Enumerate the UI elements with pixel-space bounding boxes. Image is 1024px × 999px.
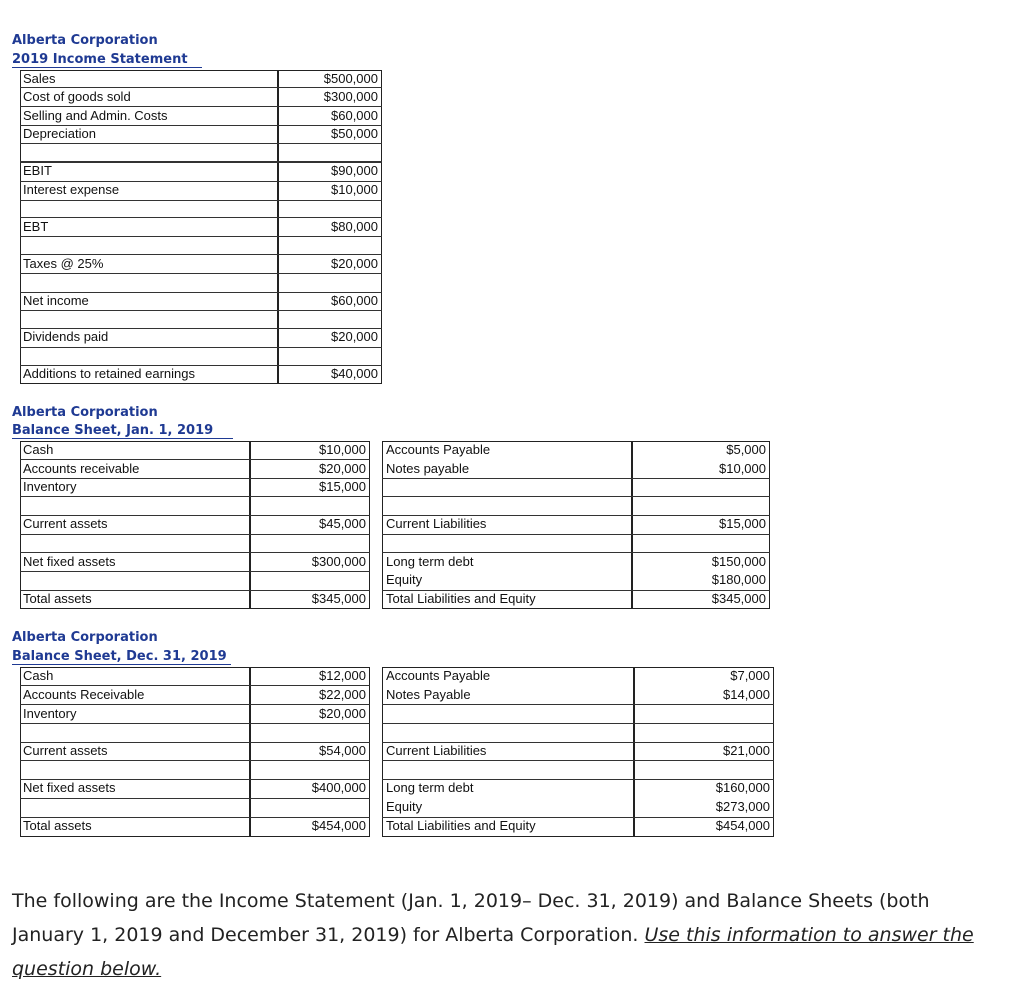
bs-dec-row-long-term-debt [382, 779, 774, 797]
row-value: $300,000 [323, 89, 378, 104]
row-label: Sales [23, 71, 56, 86]
bs-jan-row-current-assets [20, 515, 370, 533]
row-label: Notes Payable [386, 687, 471, 702]
row-value: $60,000 [331, 293, 378, 308]
income-row-net-income [20, 292, 382, 310]
grid-line [382, 723, 774, 724]
bs-jan-row-current-liabilities [382, 515, 770, 533]
grid-line [20, 273, 382, 274]
row-value: $60,000 [331, 108, 378, 123]
grid-line [20, 143, 382, 144]
income-statement-title [12, 52, 202, 68]
row-value: $40,000 [331, 366, 378, 381]
bs-dec-row-current-assets [20, 742, 370, 760]
row-label: Current Liabilities [386, 516, 487, 531]
row-value: $10,000 [319, 442, 366, 457]
row-label: Current assets [23, 516, 108, 531]
row-value: $54,000 [319, 743, 366, 758]
row-value: $10,000 [331, 182, 378, 197]
row-label: Equity [386, 799, 423, 814]
row-label: Net fixed assets [23, 780, 116, 795]
bs-jan-title-text: Balance Sheet, Jan. 1, 2019 [12, 423, 233, 439]
row-label: Net income [23, 293, 89, 308]
bs-dec-row-current-liabilities [382, 742, 774, 760]
grid-line [382, 478, 770, 479]
instructions-text: The following are the Income Statement (Jan. 1, 2019– Dec. 31, 2019) and Balance Sheets (both January 1, 2019 and December 31, 2019) for Alberta Corporation. [12, 890, 930, 946]
bs-jan-assets-table [20, 441, 370, 609]
row-value: $160,000 [715, 780, 770, 795]
bs-dec-row-inventory [20, 705, 370, 723]
row-label: Total assets [23, 818, 92, 833]
row-value: $400,000 [311, 780, 366, 795]
row-label: EBT [23, 219, 49, 234]
row-value: $5,000 [726, 442, 766, 457]
grid-line [382, 534, 770, 535]
row-label: Cash [23, 668, 54, 683]
bs-dec-liabilities-table [382, 667, 774, 837]
bs-dec-row-receivable [20, 686, 370, 704]
bs-dec-company-title: Alberta Corporation [12, 630, 158, 645]
row-label: Selling and Admin. Costs [23, 108, 168, 123]
income-statement-title-text: 2019 Income Statement [12, 52, 202, 68]
income-row-interest [20, 181, 382, 199]
row-value: $500,000 [323, 71, 378, 86]
bs-dec-row-equity [382, 798, 774, 816]
row-value: $10,000 [719, 461, 766, 476]
grid-line [20, 310, 382, 311]
bs-jan-liabilities-table [382, 441, 770, 609]
bs-dec-title [12, 649, 231, 665]
grid-line [382, 496, 770, 497]
grid-line [20, 347, 382, 348]
grid-line [20, 200, 382, 201]
income-row-taxes [20, 255, 382, 273]
row-label: Current assets [23, 743, 108, 758]
bs-jan-row-receivable [20, 460, 370, 478]
row-label: Long term debt [386, 554, 474, 569]
row-value: $14,000 [723, 687, 770, 702]
row-label: Net fixed assets [23, 554, 116, 569]
row-value: $22,000 [319, 687, 366, 702]
grid-line [20, 723, 370, 724]
instructions-paragraph [12, 884, 1002, 986]
grid-line [20, 496, 370, 497]
bs-dec-title-text: Balance Sheet, Dec. 31, 2019 [12, 649, 231, 665]
grid-line [20, 798, 370, 799]
row-value: $300,000 [311, 554, 366, 569]
row-label: Total Liabilities and Equity [386, 818, 536, 833]
grid-line [20, 571, 370, 572]
row-label: Interest expense [23, 182, 120, 197]
row-value: $20,000 [331, 329, 378, 344]
row-label: EBIT [23, 163, 52, 178]
row-value: $21,000 [723, 743, 770, 758]
income-row-dividends [20, 328, 382, 346]
row-label: Long term debt [386, 780, 474, 795]
row-value: $20,000 [331, 256, 378, 271]
income-row-depreciation [20, 125, 382, 143]
row-label: Notes payable [386, 461, 470, 476]
row-label: Accounts Payable [386, 442, 491, 457]
income-statement-table [20, 70, 384, 384]
bs-jan-row-notes-payable [382, 460, 770, 478]
row-value: $345,000 [311, 591, 366, 606]
row-value: $454,000 [715, 818, 770, 833]
income-company-title: Alberta Corporation [12, 33, 158, 48]
instructions-emphasis: Use this information to answer the question below. [12, 924, 974, 980]
row-value: $273,000 [715, 799, 770, 814]
row-label: Equity [386, 572, 423, 587]
bs-jan-row-total-assets [20, 590, 370, 608]
row-value: $180,000 [711, 572, 766, 587]
bs-jan-row-fixed-assets [20, 553, 370, 571]
row-value: $90,000 [331, 163, 378, 178]
row-label: Taxes @ 25% [23, 256, 104, 271]
bs-dec-row-total-assets [20, 817, 370, 835]
income-row-sales [20, 70, 382, 88]
row-label: Accounts Payable [386, 668, 491, 683]
row-label: Additions to retained earnings [23, 366, 196, 381]
row-label: Total Liabilities and Equity [386, 591, 536, 606]
row-value: $80,000 [331, 219, 378, 234]
row-value: $15,000 [719, 516, 766, 531]
row-label: Total assets [23, 591, 92, 606]
income-row-ebt [20, 218, 382, 236]
bs-dec-row-notes-payable [382, 686, 774, 704]
bs-jan-row-equity [382, 571, 770, 589]
grid-line [382, 704, 774, 705]
bs-dec-row-total-liabilities-equity [382, 817, 774, 835]
bs-jan-company-title: Alberta Corporation [12, 405, 158, 420]
bs-jan-row-total-liabilities-equity [382, 590, 770, 608]
row-value: $345,000 [711, 591, 766, 606]
row-label: Accounts Receivable [23, 687, 145, 702]
row-label: Depreciation [23, 126, 96, 141]
grid-line [20, 236, 382, 237]
grid-line [20, 760, 370, 761]
row-value: $15,000 [319, 479, 366, 494]
row-label: Cash [23, 442, 54, 457]
row-label: Dividends paid [23, 329, 109, 344]
income-row-retained [20, 365, 382, 383]
bs-dec-row-cash [20, 667, 370, 685]
bs-jan-row-long-term-debt [382, 553, 770, 571]
row-value: $12,000 [319, 668, 366, 683]
row-value: $150,000 [711, 554, 766, 569]
row-value: $45,000 [319, 516, 366, 531]
income-row-cogs [20, 88, 382, 106]
income-row-selling-admin [20, 107, 382, 125]
grid-line [20, 534, 370, 535]
row-label: Accounts receivable [23, 461, 140, 476]
row-label: Inventory [23, 479, 77, 494]
bs-jan-title [12, 423, 233, 439]
bs-jan-row-accounts-payable [382, 441, 770, 459]
row-value: $20,000 [319, 706, 366, 721]
row-label: Inventory [23, 706, 77, 721]
row-value: $454,000 [311, 818, 366, 833]
row-label: Cost of goods sold [23, 89, 131, 104]
grid-line [382, 760, 774, 761]
row-value: $7,000 [730, 668, 770, 683]
income-row-ebit [20, 162, 382, 180]
row-value: $50,000 [331, 126, 378, 141]
bs-dec-row-fixed-assets [20, 779, 370, 797]
bs-jan-row-cash [20, 441, 370, 459]
bs-dec-row-accounts-payable [382, 667, 774, 685]
row-value: $20,000 [319, 461, 366, 476]
bs-jan-row-inventory [20, 478, 370, 496]
row-label: Current Liabilities [386, 743, 487, 758]
bs-dec-assets-table [20, 667, 370, 837]
